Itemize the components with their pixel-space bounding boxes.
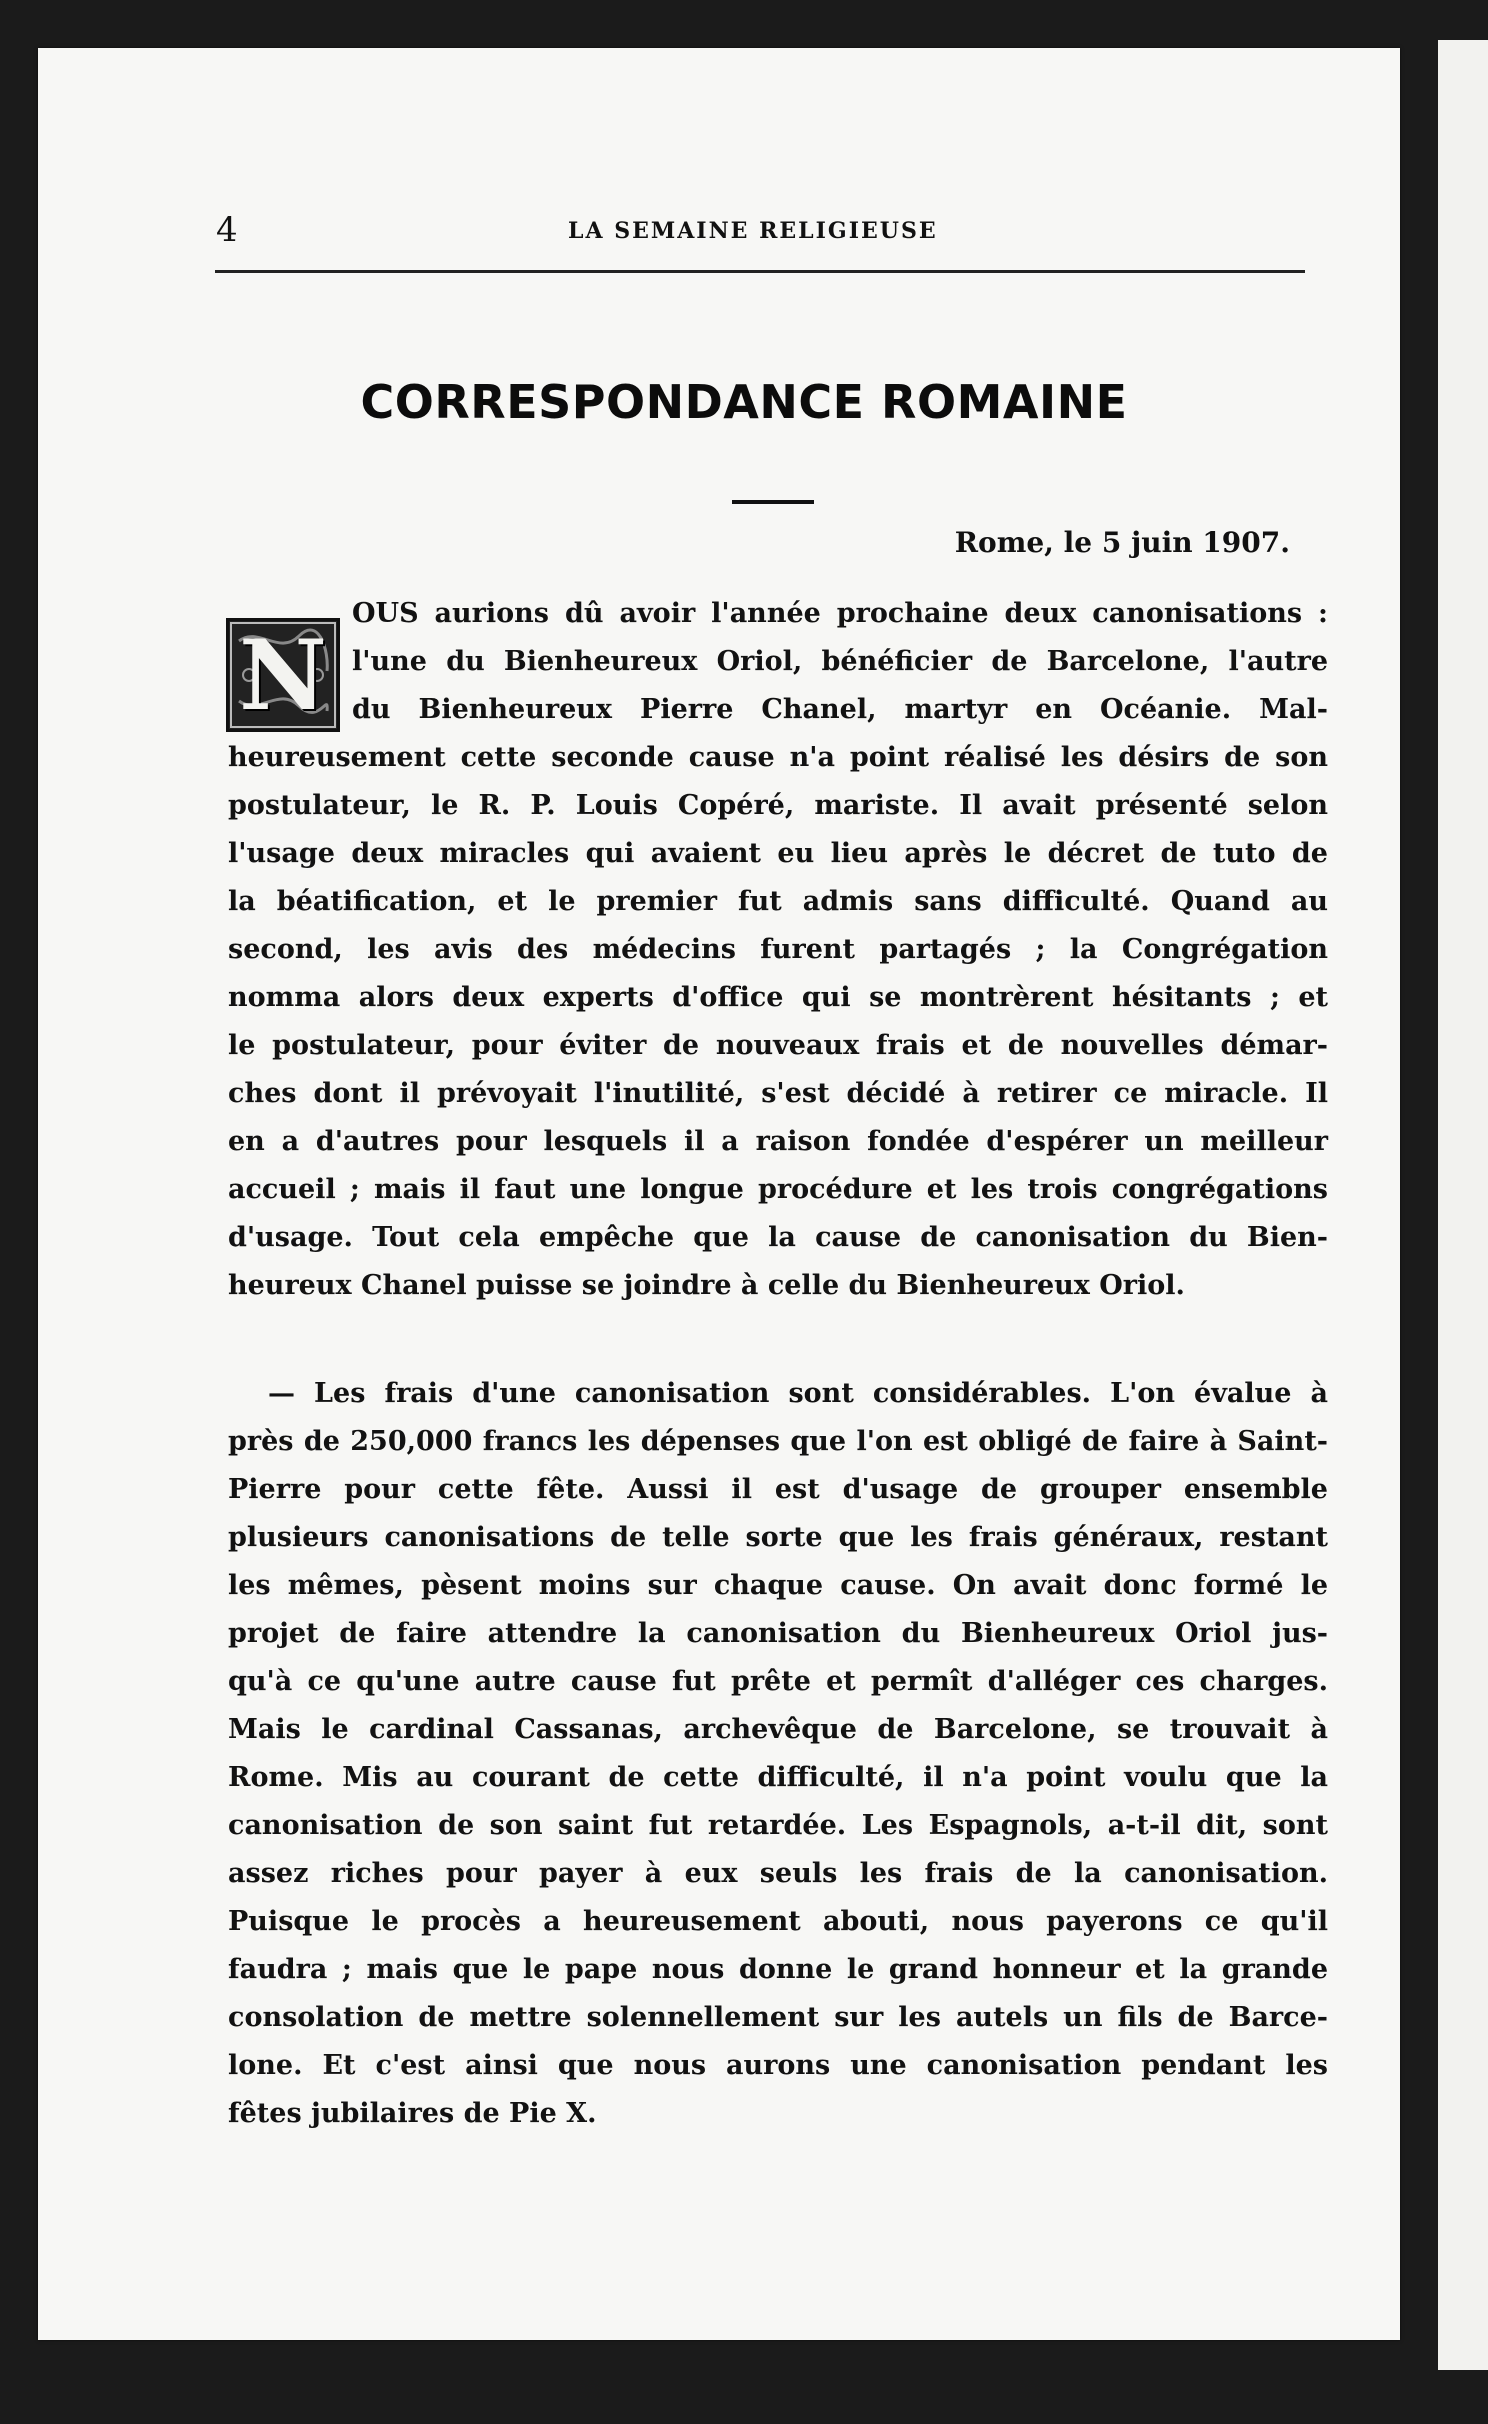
text-line: Mais le cardinal Cassanas, archevêque de Barcelone, se trouvait à <box>228 1714 1328 1745</box>
text-line: postulateur, le R. P. Louis Copéré, mariste. Il avait présenté selon <box>228 790 1328 821</box>
title-rule <box>732 500 814 504</box>
text-line: OUS aurions dû avoir l'année prochaine deux canonisations : <box>352 598 1328 629</box>
page-number: 4 <box>216 210 238 250</box>
text-line: les mêmes, pèsent moins sur chaque cause. On avait donc formé le <box>228 1570 1328 1601</box>
text-line: d'usage. Tout cela empêche que la cause de canonisation du Bien- <box>228 1222 1328 1253</box>
text-line: faudra ; mais que le pape nous donne le grand honneur et la grande <box>228 1954 1328 1985</box>
text-line: heureusement cette seconde cause n'a point réalisé les désirs de son <box>228 742 1328 773</box>
dateline: Rome, le 5 juin 1907. <box>954 526 1290 559</box>
text-line: — Les frais d'une canonisation sont considérables. L'on évalue à <box>268 1378 1328 1409</box>
text-line: heureux Chanel puisse se joindre à celle du Bienheureux Oriol. <box>228 1270 1185 1301</box>
text-line: le postulateur, pour éviter de nouveaux frais et de nouvelles démar- <box>228 1030 1328 1061</box>
text-line: Puisque le procès a heureusement abouti, nous payerons ce qu'il <box>228 1906 1328 1937</box>
text-line: du Bienheureux Pierre Chanel, martyr en Océanie. Mal- <box>352 694 1328 725</box>
running-header <box>168 210 1304 260</box>
text-line: fêtes jubilaires de Pie X. <box>228 2098 597 2129</box>
text-line: consolation de mettre solennellement sur les autels un fils de Barce- <box>228 2002 1328 2033</box>
text-line: projet de faire attendre la canonisation du Bienheureux Oriol jus- <box>228 1618 1328 1649</box>
text-line: lone. Et c'est ainsi que nous aurons une canonisation pendant les <box>228 2050 1328 2081</box>
dropcap-letter: N <box>239 618 327 732</box>
text-line: canonisation de son saint fut retardée. Les Espagnols, a-t-il dit, sont <box>228 1810 1328 1841</box>
text-line: second, les avis des médecins furent partagés ; la Congrégation <box>228 934 1328 965</box>
text-line: ches dont il prévoyait l'inutilité, s'est décidé à retirer ce miracle. Il <box>228 1078 1328 1109</box>
header-rule <box>215 270 1305 273</box>
text-line: nomma alors deux experts d'office qui se montrèrent hésitants ; et <box>228 982 1328 1013</box>
text-line: assez riches pour payer à eux seuls les frais de la canonisation. <box>228 1858 1328 1889</box>
text-line: plusieurs canonisations de telle sorte que les frais généraux, restant <box>228 1522 1328 1553</box>
running-title: LA SEMAINE RELIGIEUSE <box>568 218 938 244</box>
article-title: CORRESPONDANCE ROMAINE <box>360 375 1128 429</box>
text-line: Rome. Mis au courant de cette difficulté, il n'a point voulu que la <box>228 1762 1328 1793</box>
text-line: qu'à ce qu'une autre cause fut prête et permît d'alléger ces charges. <box>228 1666 1328 1697</box>
text-line: l'usage deux miracles qui avaient eu lieu après le décret de tuto de <box>228 838 1328 869</box>
text-line: près de 250,000 francs les dépenses que l'on est obligé de faire à Saint- <box>228 1426 1328 1457</box>
text-line: la béatification, et le premier fut admis sans difficulté. Quand au <box>228 886 1328 917</box>
ornamental-dropcap <box>226 618 340 732</box>
text-line: l'une du Bienheureux Oriol, bénéficier de Barcelone, l'autre <box>352 646 1328 677</box>
text-line: accueil ; mais il faut une longue procédure et les trois congrégations <box>228 1174 1328 1205</box>
text-line: Pierre pour cette fête. Aussi il est d'usage de grouper ensemble <box>228 1474 1328 1505</box>
text-line: en a d'autres pour lesquels il a raison fondée d'espérer un meilleur <box>228 1126 1328 1157</box>
